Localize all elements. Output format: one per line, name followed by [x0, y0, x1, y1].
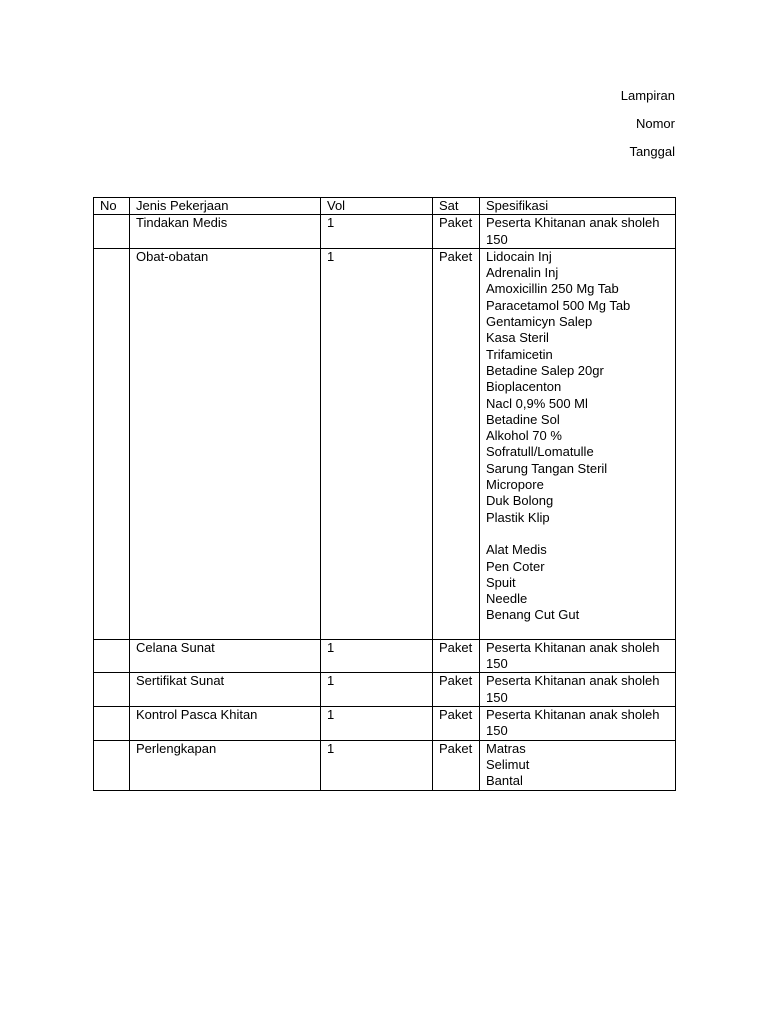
header-nomor: Nomor — [635, 116, 675, 131]
cell-spesifikasi: Peserta Khitanan anak sholeh 150 — [480, 639, 676, 673]
cell-no — [94, 215, 130, 249]
spec-item: Paracetamol 500 Mg Tab — [486, 297, 631, 313]
spec-item: Betadine Sol — [486, 411, 560, 427]
cell-sat: Paket — [433, 248, 480, 639]
cell-no — [94, 673, 130, 707]
cell-no — [94, 639, 130, 673]
cell-spesifikasi — [480, 248, 676, 639]
cell-vol: 1 — [321, 248, 433, 639]
spec-item: Sofratull/Lomatulle — [486, 444, 594, 460]
spec-item: Duk Bolong — [486, 493, 554, 509]
cell-sat: Paket — [433, 215, 480, 249]
table-row — [94, 248, 676, 639]
cell-jenis-pekerjaan: Sertifikat Sunat — [130, 673, 321, 707]
spec-table — [93, 197, 676, 791]
header-lampiran: Lampiran — [620, 88, 675, 103]
spec-item: Trifamicetin — [486, 346, 553, 362]
cell-vol: 1 — [321, 673, 433, 707]
cell-sat: Paket — [433, 673, 480, 707]
cell-no — [94, 707, 130, 741]
cell-vol: 1 — [321, 707, 433, 741]
cell-vol: 1 — [321, 215, 433, 249]
cell-sat: Paket — [433, 707, 480, 741]
column-header-spesifikasi: Spesifikasi — [480, 198, 676, 215]
spacer — [486, 526, 669, 542]
cell-jenis-pekerjaan: Tindakan Medis — [130, 215, 321, 249]
cell-spesifikasi: Peserta Khitanan anak sholeh 150 — [480, 707, 676, 741]
cell-jenis-pekerjaan: Obat-obatan — [130, 248, 321, 639]
cell-jenis-pekerjaan: Kontrol Pasca Khitan — [130, 707, 321, 741]
cell-spesifikasi: Peserta Khitanan anak sholeh 150 — [480, 673, 676, 707]
spec-item: Alat Medis — [486, 542, 547, 558]
spec-item: Adrenalin Inj — [486, 265, 559, 281]
cell-no — [94, 740, 130, 790]
column-header-no: No — [94, 198, 130, 215]
spec-item: Micropore — [486, 477, 544, 493]
column-header-jenis-pekerjaan: Jenis Pekerjaan — [130, 198, 321, 215]
spec-item: Kasa Steril — [486, 330, 549, 346]
cell-vol: 1 — [321, 639, 433, 673]
table-row — [94, 673, 676, 707]
cell-jenis-pekerjaan: Perlengkapan — [130, 740, 321, 790]
table-row — [94, 707, 676, 741]
spec-item: Gentamicyn Salep — [486, 314, 593, 330]
spec-item: Spuit — [486, 574, 516, 590]
spec-item: Amoxicillin 250 Mg Tab — [486, 281, 619, 297]
spec-item: Plastik Klip — [486, 509, 550, 525]
cell-sat: Paket — [433, 639, 480, 673]
spec-list-perlengkapan — [486, 741, 669, 790]
spec-item: Lidocain Inj — [486, 248, 552, 264]
spec-item: Bantal — [486, 773, 523, 789]
spec-item: Sarung Tangan Steril — [486, 460, 608, 476]
table-row — [94, 740, 676, 790]
cell-no — [94, 248, 130, 639]
spec-item: Nacl 0,9% 500 Ml — [486, 395, 588, 411]
column-header-vol: Vol — [321, 198, 433, 215]
spec-item: Bioplacenton — [486, 379, 562, 395]
spec-item: Benang Cut Gut — [486, 607, 580, 623]
cell-jenis-pekerjaan: Celana Sunat — [130, 639, 321, 673]
spec-item: Alkohol 70 % — [486, 428, 562, 444]
table-row — [94, 639, 676, 673]
spec-item: Needle — [486, 591, 528, 607]
cell-spesifikasi: Peserta Khitanan anak sholeh 150 — [480, 215, 676, 249]
table-header-row — [94, 198, 676, 215]
spec-item: Matras — [486, 740, 526, 756]
header-tanggal: Tanggal — [629, 144, 675, 159]
spec-list-obat — [486, 249, 669, 526]
cell-vol: 1 — [321, 740, 433, 790]
cell-spesifikasi — [480, 740, 676, 790]
spec-item: Selimut — [486, 756, 530, 772]
spec-item: Betadine Salep 20gr — [486, 362, 604, 378]
spec-list-alat-medis — [486, 542, 669, 623]
column-header-sat: Sat — [433, 198, 480, 215]
cell-sat: Paket — [433, 740, 480, 790]
spec-item: Pen Coter — [486, 558, 545, 574]
table-row — [94, 215, 676, 249]
